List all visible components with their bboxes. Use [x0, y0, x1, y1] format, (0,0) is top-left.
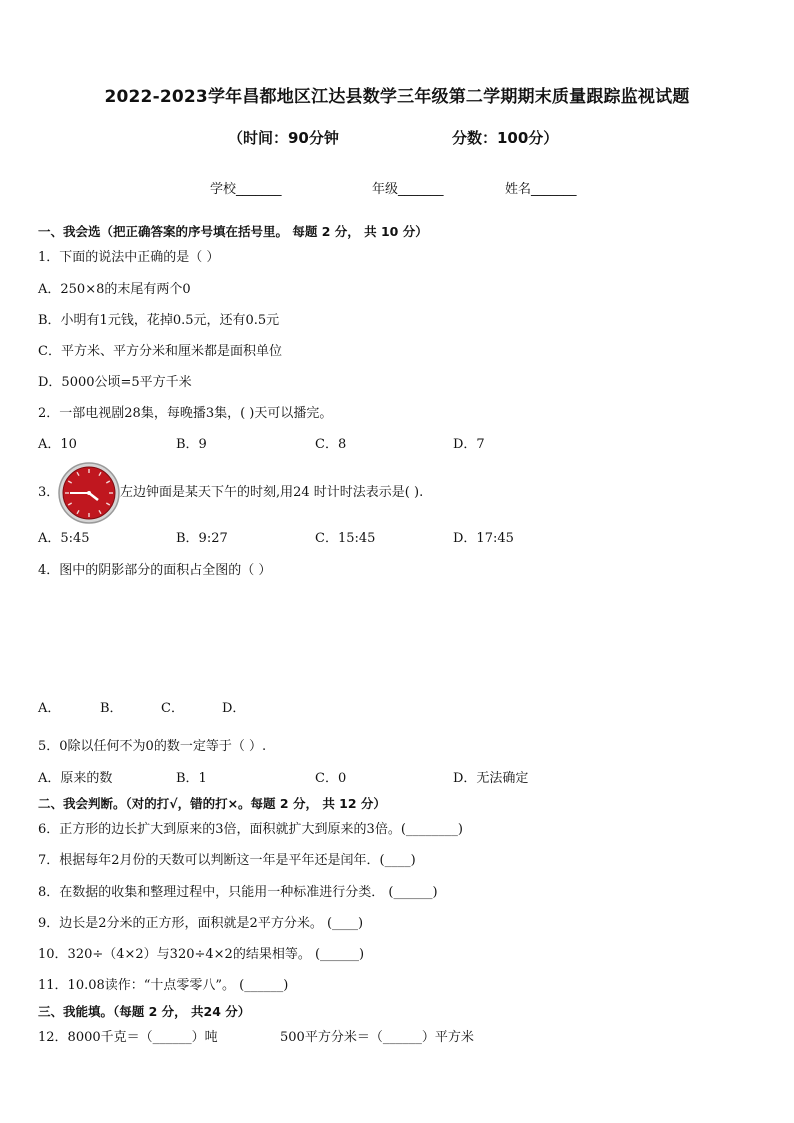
question-3-option-c: C．15:45	[315, 531, 376, 546]
question-1-option-c: C．平方米、平方分米和厘米都是面积单位	[38, 344, 282, 359]
question-10: 10．320÷（4×2）与320÷4×2的结果相等。 (______)	[38, 947, 365, 962]
question-4-option-c: C．	[161, 701, 184, 716]
section-3-heading: 三、我能填。（每题 2 分， 共24 分）	[38, 1004, 251, 1019]
total-score: 分数：100分）	[452, 129, 559, 147]
question-3-stem: 左边钟面是某天下午的时刻,用24 时计时法表示是( ).	[120, 485, 424, 500]
question-5-option-c: C．0	[315, 771, 347, 786]
question-2-option-c: C．8	[315, 437, 347, 452]
question-8: 8．在数据的收集和整理过程中，只能用一种标准进行分类． (______)	[38, 885, 438, 900]
name-field[interactable]: 姓名_______	[505, 182, 577, 197]
question-3-number: 3．	[38, 485, 60, 500]
question-5-option-b: B．1	[176, 771, 207, 786]
question-4-option-a: A．	[38, 701, 61, 716]
page-title: 2022-2023学年昌都地区江达县数学三年级第二学期期末质量跟踪监视试题	[104, 87, 690, 107]
section-2-heading: 二、我会判断。（对的打√，错的打×。每题 2 分， 共 12 分）	[38, 796, 386, 811]
question-11: 11．10.08读作：“十点零零八”。 (______)	[38, 978, 289, 993]
question-5-option-a: A．原来的数	[38, 771, 113, 786]
question-5-option-d: D．无法确定	[453, 771, 529, 786]
question-7: 7．根据每年2月份的天数可以判断这一年是平年还是闰年．(____)	[38, 853, 416, 868]
question-1-option-b: B．小明有1元钱，花掉0.5元，还有0.5元	[38, 313, 280, 328]
question-6: 6．正方形的边长扩大到原来的3倍，面积就扩大到原来的3倍。(________)	[38, 822, 463, 837]
question-4-option-b: B．	[100, 701, 123, 716]
question-1-option-a: A．250×8的末尾有两个0	[38, 282, 191, 297]
question-1-stem: 1．下面的说法中正确的是（ ）	[38, 250, 220, 265]
question-3-option-a: A．5:45	[38, 531, 90, 546]
question-2-option-d: D．7	[453, 437, 485, 452]
question-12-part-b: 500平方分米＝（______）平方米	[280, 1030, 474, 1045]
question-2-stem: 2．一部电视剧28集，每晚播3集，( )天可以播完。	[38, 406, 333, 421]
school-field[interactable]: 学校_______	[210, 182, 282, 197]
grade-field[interactable]: 年级_______	[372, 182, 444, 197]
question-3-option-d: D．17:45	[453, 531, 514, 546]
wall-clock-icon	[58, 462, 120, 524]
question-4-option-d: D．	[222, 701, 246, 716]
question-12-part-a: 12．8000千克＝（______）吨	[38, 1030, 218, 1045]
question-5-stem: 5．0除以任何不为0的数一定等于（ ）.	[38, 739, 267, 754]
section-1-heading: 一、我会选（把正确答案的序号填在括号里。 每题 2 分， 共 10 分）	[38, 224, 428, 239]
time-limit: （时间：90分钟	[228, 129, 339, 147]
question-2-option-a: A．10	[38, 437, 77, 452]
question-3-option-b: B．9:27	[176, 531, 228, 546]
question-4-stem: 4．图中的阴影部分的面积占全图的（ ）	[38, 563, 272, 578]
question-2-option-b: B．9	[176, 437, 207, 452]
question-9: 9．边长是2分米的正方形，面积就是2平方分米。 (____)	[38, 916, 364, 931]
question-1-option-d: D．5000公顷=5平方千米	[38, 375, 192, 390]
